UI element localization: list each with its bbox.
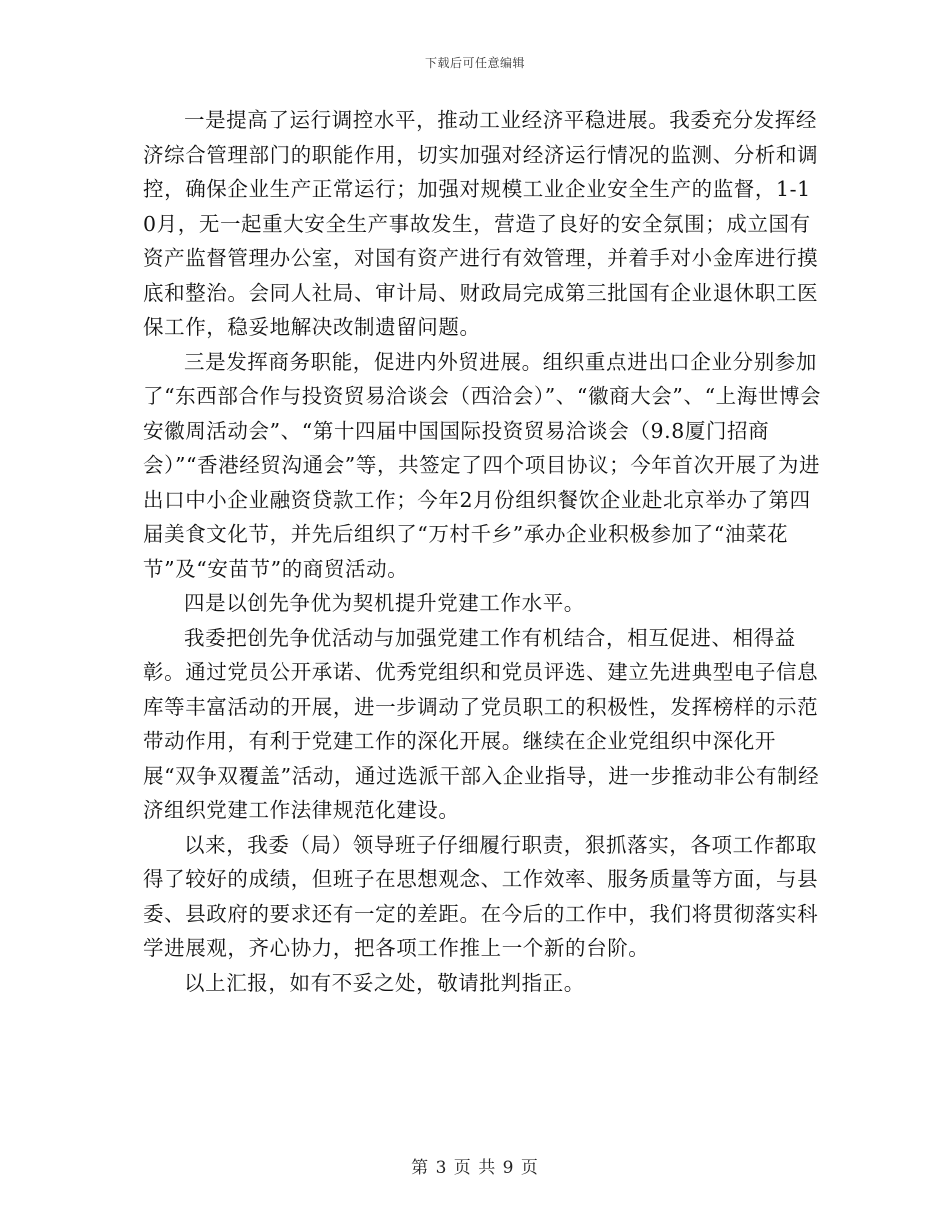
paragraph-industry-economy: 一是提高了运行调控水平，推动工业经济平稳进展。我委充分发挥经济综合管理部门的职能作用，切实加强对经济运行情况的监测、分析和调控，确保企业生产正常运行；加强对规模工业企业安全生产的监督，1-10月，无一起重大安全生产事故发生，营造了良好的安全氛围；成立国有资产监督管理办公室，对国有资产进行有效管理，并着手对小金库进行摸底和整治。会同人社局、审计局、财政局完成第三批国有企业退休职工医保工作，稳妥地解决改制遗留问题。	[143, 108, 819, 339]
page-header: 下载后可任意编辑	[424, 56, 525, 70]
paragraph-summary: 以来，我委（局）领导班子仔细履行职责，狠抓落实，各项工作都取得了较好的成绩，但班子在思想观念、工作效率、服务质量等方面，与县委、县政府的要求还有一定的差距。在今后的工作中，我们将贯彻落实科学进展观，齐心协力，把各项工作推上一个新的台阶。	[143, 832, 819, 960]
paragraph-party-building-heading: 四是以创先争优为契机提升党建工作水平。	[184, 591, 585, 615]
paragraph-closing: 以上汇报，如有不妥之处，敬请批判指正。	[184, 970, 585, 995]
page-number: 第 3 页 共 9 页	[411, 1158, 539, 1178]
paragraph-party-building: 我委把创先争优活动与加强党建工作有机结合，相互促进、相得益彰。通过党员公开承诺、优秀党组织和党员评选、建立先进典型电子信息库等丰富活动的开展，进一步调动了党员职工的积极性，发挥榜样的示范带动作用，有利于党建工作的深化开展。继续在企业党组织中深化开展“双争双覆盖”活动，通过选派干部入企业指导，进一步推动非公有制经济组织党建工作法律规范化建设。	[143, 625, 820, 822]
document-body	[143, 103, 823, 1000]
paragraph-commerce: 三是发挥商务职能，促进内外贸进展。组织重点进出口企业分别参加了“东西部合作与投资贸易洽谈会（西洽会）”、“徽商大会”、“上海世博会安徽周活动会”、“第十四届中国国际投资贸易洽谈会（9.8厦门招商会）”“香港经贸沟通会”等，共签定了四个项目协议；今年首次开展了为进出口中小企业融资贷款工作；今年2月份组织餐饮企业赴北京举办了第四届美食文化节，并先后组织了“万村千乡”承办企业积极参加了“油菜花节”及“安苗节”的商贸活动。	[143, 349, 822, 581]
